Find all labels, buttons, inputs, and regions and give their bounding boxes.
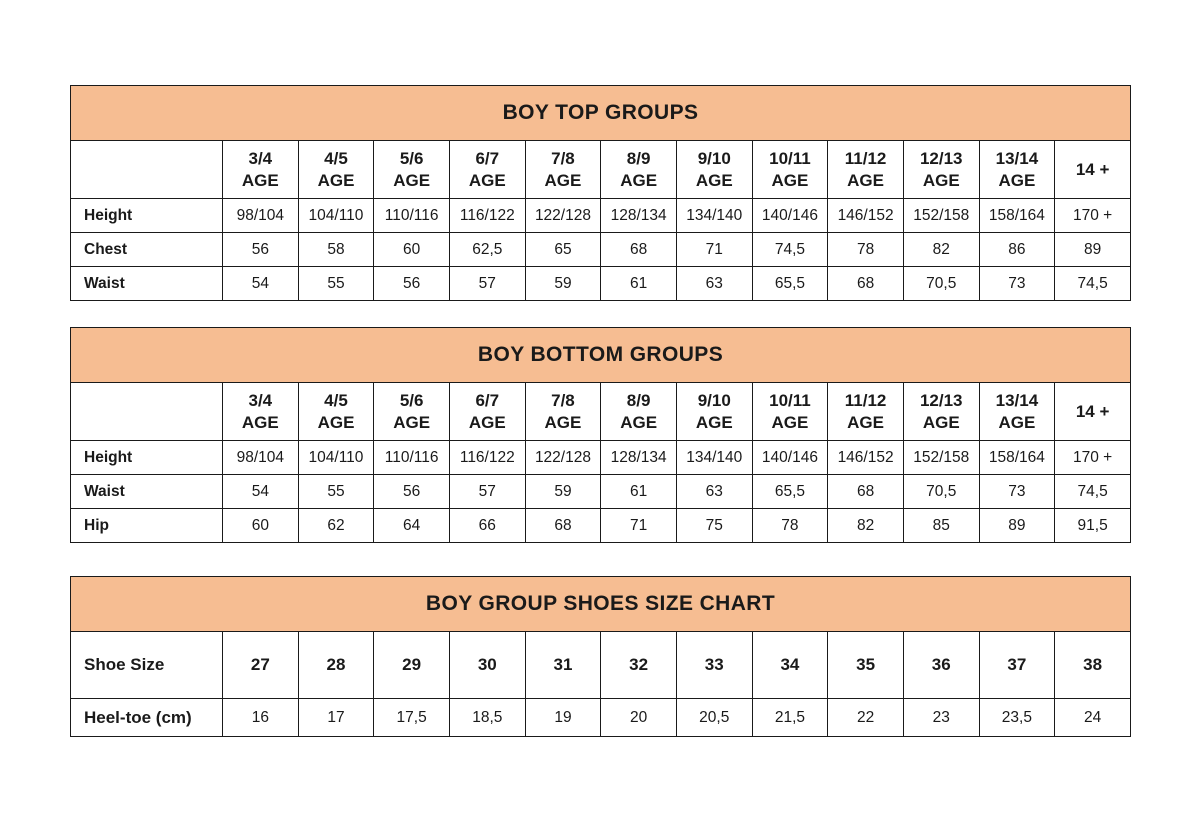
data-cell: 116/122 xyxy=(449,441,525,475)
data-cell: 89 xyxy=(1055,233,1131,267)
data-cell: 170 + xyxy=(1055,199,1131,233)
age-value: 12/13 xyxy=(919,149,963,169)
data-cell: 73 xyxy=(979,475,1055,509)
data-cell: 56 xyxy=(374,267,450,301)
age-header-cell xyxy=(298,141,374,199)
age-suffix-label: AGE xyxy=(695,170,733,190)
data-cell: 60 xyxy=(374,233,450,267)
data-cell: 78 xyxy=(828,233,904,267)
data-cell: 23 xyxy=(903,699,979,737)
data-cell: 60 xyxy=(223,509,299,543)
data-cell: 58 xyxy=(298,233,374,267)
table-title: BOY GROUP SHOES SIZE CHART xyxy=(71,577,1131,632)
age-suffix-label: AGE xyxy=(468,170,506,190)
age-header-cell xyxy=(374,383,450,441)
age-header-cell xyxy=(223,383,299,441)
age-value: 8/9 xyxy=(626,391,651,411)
data-cell: 70,5 xyxy=(903,475,979,509)
age-header-cell xyxy=(374,141,450,199)
table-row xyxy=(71,632,1131,699)
age-suffix-label: AGE xyxy=(393,412,431,432)
age-value: 5/6 xyxy=(399,391,424,411)
data-cell: 57 xyxy=(449,475,525,509)
data-cell: 61 xyxy=(601,475,677,509)
data-cell: 34 xyxy=(752,632,828,699)
age-value: 7/8 xyxy=(551,391,575,411)
data-cell: 55 xyxy=(298,475,374,509)
data-cell: 16 xyxy=(223,699,299,737)
data-cell: 24 xyxy=(1055,699,1131,737)
data-cell: 128/134 xyxy=(601,441,677,475)
age-header-cell xyxy=(223,141,299,199)
age-value: 8/9 xyxy=(626,149,651,169)
row-label: Heel-toe (cm) xyxy=(71,699,223,737)
data-cell: 98/104 xyxy=(223,441,299,475)
data-cell: 30 xyxy=(449,632,525,699)
data-cell: 55 xyxy=(298,267,374,301)
age-header-cell xyxy=(752,383,828,441)
age-value: 11/12 xyxy=(844,391,887,411)
data-cell: 158/164 xyxy=(979,441,1055,475)
data-cell: 110/116 xyxy=(374,441,450,475)
age-header-cell: 14 + xyxy=(1055,141,1131,199)
age-suffix-label: AGE xyxy=(695,412,733,432)
age-value: 9/10 xyxy=(697,391,731,411)
age-suffix-label: AGE xyxy=(544,170,582,190)
age-value: 12/13 xyxy=(919,391,963,411)
data-cell: 104/110 xyxy=(298,441,374,475)
data-cell: 71 xyxy=(601,509,677,543)
row-label: Height xyxy=(71,441,223,475)
age-value: 5/6 xyxy=(399,149,424,169)
age-value: 7/8 xyxy=(551,149,575,169)
data-cell: 54 xyxy=(223,267,299,301)
age-header-cell xyxy=(525,141,601,199)
age-header-row xyxy=(71,383,1131,441)
age-suffix-label: AGE xyxy=(620,170,658,190)
data-cell: 140/146 xyxy=(752,199,828,233)
boy-top-groups-table xyxy=(70,85,1131,301)
data-cell: 68 xyxy=(828,267,904,301)
data-cell: 68 xyxy=(525,509,601,543)
age-value: 10/11 xyxy=(769,149,811,169)
table-title: BOY BOTTOM GROUPS xyxy=(71,328,1131,383)
age-suffix-label: AGE xyxy=(998,170,1036,190)
table-title: BOY TOP GROUPS xyxy=(71,86,1131,141)
age-suffix-label: AGE xyxy=(317,170,355,190)
data-cell: 19 xyxy=(525,699,601,737)
row-label: Chest xyxy=(71,233,223,267)
age-value: 11/12 xyxy=(844,149,887,169)
row-label: Waist xyxy=(71,475,223,509)
data-cell: 56 xyxy=(223,233,299,267)
age-header-cell xyxy=(525,383,601,441)
age-suffix-label: AGE xyxy=(317,412,355,432)
data-cell: 78 xyxy=(752,509,828,543)
data-cell: 56 xyxy=(374,475,450,509)
age-suffix-label: AGE xyxy=(998,412,1036,432)
data-cell: 20 xyxy=(601,699,677,737)
age-suffix-label: AGE xyxy=(393,170,431,190)
data-cell: 86 xyxy=(979,233,1055,267)
data-cell: 68 xyxy=(601,233,677,267)
data-cell: 73 xyxy=(979,267,1055,301)
data-cell: 32 xyxy=(601,632,677,699)
data-cell: 63 xyxy=(676,267,752,301)
age-value: 13/14 xyxy=(995,149,1039,169)
data-cell: 62 xyxy=(298,509,374,543)
age-value: 6/7 xyxy=(475,391,500,411)
age-suffix-label: AGE xyxy=(241,170,279,190)
age-header-cell xyxy=(828,141,904,199)
data-cell: 134/140 xyxy=(676,441,752,475)
data-cell: 152/158 xyxy=(903,441,979,475)
age-header-cell xyxy=(979,383,1055,441)
data-cell: 170 + xyxy=(1055,441,1131,475)
age-value: 9/10 xyxy=(697,149,731,169)
data-cell: 91,5 xyxy=(1055,509,1131,543)
table-row xyxy=(71,441,1131,475)
age-header-cell xyxy=(903,383,979,441)
age-header-cell xyxy=(979,141,1055,199)
data-cell: 23,5 xyxy=(979,699,1055,737)
empty-corner-cell xyxy=(71,383,223,441)
data-cell: 18,5 xyxy=(449,699,525,737)
table-row xyxy=(71,233,1131,267)
boy-shoes-size-table xyxy=(70,576,1131,737)
data-cell: 70,5 xyxy=(903,267,979,301)
data-cell: 89 xyxy=(979,509,1055,543)
age-suffix-label: AGE xyxy=(620,412,658,432)
table-title-row xyxy=(71,86,1131,141)
age-suffix-label: AGE xyxy=(544,412,582,432)
age-suffix-label: AGE xyxy=(922,170,960,190)
age-header-cell xyxy=(449,141,525,199)
age-header-cell xyxy=(449,383,525,441)
table-row xyxy=(71,475,1131,509)
age-suffix-label: AGE xyxy=(847,412,884,432)
age-header-cell xyxy=(601,383,677,441)
data-cell: 22 xyxy=(828,699,904,737)
data-cell: 36 xyxy=(903,632,979,699)
data-cell: 59 xyxy=(525,267,601,301)
data-cell: 140/146 xyxy=(752,441,828,475)
age-suffix-label: AGE xyxy=(468,412,506,432)
data-cell: 74,5 xyxy=(1055,475,1131,509)
empty-corner-cell xyxy=(71,141,223,199)
data-cell: 20,5 xyxy=(676,699,752,737)
data-cell: 64 xyxy=(374,509,450,543)
data-cell: 63 xyxy=(676,475,752,509)
data-cell: 110/116 xyxy=(374,199,450,233)
age-header-cell xyxy=(903,141,979,199)
table-title-row xyxy=(71,577,1131,632)
data-cell: 82 xyxy=(903,233,979,267)
age-header-row xyxy=(71,141,1131,199)
data-cell: 57 xyxy=(449,267,525,301)
data-cell: 65,5 xyxy=(752,267,828,301)
age-value: 4/5 xyxy=(324,391,348,411)
table-row xyxy=(71,509,1131,543)
age-header-cell: 14 + xyxy=(1055,383,1131,441)
data-cell: 104/110 xyxy=(298,199,374,233)
data-cell: 62,5 xyxy=(449,233,525,267)
age-value: 3/4 xyxy=(248,149,273,169)
data-cell: 82 xyxy=(828,509,904,543)
data-cell: 29 xyxy=(374,632,450,699)
data-cell: 54 xyxy=(223,475,299,509)
data-cell: 17 xyxy=(298,699,374,737)
row-label: Height xyxy=(71,199,223,233)
age-header-cell xyxy=(676,141,752,199)
table-title-row xyxy=(71,328,1131,383)
data-cell: 37 xyxy=(979,632,1055,699)
data-cell: 146/152 xyxy=(828,441,904,475)
age-value: 13/14 xyxy=(995,391,1039,411)
data-cell: 21,5 xyxy=(752,699,828,737)
data-cell: 116/122 xyxy=(449,199,525,233)
age-suffix-label: AGE xyxy=(241,412,279,432)
data-cell: 158/164 xyxy=(979,199,1055,233)
data-cell: 59 xyxy=(525,475,601,509)
data-cell: 68 xyxy=(828,475,904,509)
boy-bottom-groups-table xyxy=(70,327,1131,543)
data-cell: 128/134 xyxy=(601,199,677,233)
age-suffix-label: AGE xyxy=(771,170,809,190)
age-suffix-label: AGE xyxy=(922,412,960,432)
data-cell: 28 xyxy=(298,632,374,699)
data-cell: 33 xyxy=(676,632,752,699)
age-value: 4/5 xyxy=(324,149,348,169)
age-value: 6/7 xyxy=(475,149,500,169)
table-row xyxy=(71,199,1131,233)
row-label: Waist xyxy=(71,267,223,301)
age-suffix-label: AGE xyxy=(847,170,884,190)
age-value: 10/11 xyxy=(769,391,811,411)
data-cell: 35 xyxy=(828,632,904,699)
data-cell: 65 xyxy=(525,233,601,267)
data-cell: 98/104 xyxy=(223,199,299,233)
data-cell: 38 xyxy=(1055,632,1131,699)
table-row xyxy=(71,699,1131,737)
row-label: Shoe Size xyxy=(71,632,223,699)
data-cell: 74,5 xyxy=(1055,267,1131,301)
data-cell: 65,5 xyxy=(752,475,828,509)
table-row xyxy=(71,267,1131,301)
age-header-cell xyxy=(752,141,828,199)
age-header-cell xyxy=(676,383,752,441)
data-cell: 122/128 xyxy=(525,441,601,475)
data-cell: 134/140 xyxy=(676,199,752,233)
age-header-cell xyxy=(828,383,904,441)
data-cell: 66 xyxy=(449,509,525,543)
age-header-cell xyxy=(298,383,374,441)
data-cell: 122/128 xyxy=(525,199,601,233)
data-cell: 71 xyxy=(676,233,752,267)
data-cell: 61 xyxy=(601,267,677,301)
data-cell: 85 xyxy=(903,509,979,543)
data-cell: 31 xyxy=(525,632,601,699)
age-suffix-label: AGE xyxy=(771,412,809,432)
age-header-cell xyxy=(601,141,677,199)
data-cell: 74,5 xyxy=(752,233,828,267)
row-label: Hip xyxy=(71,509,223,543)
data-cell: 27 xyxy=(223,632,299,699)
data-cell: 75 xyxy=(676,509,752,543)
data-cell: 152/158 xyxy=(903,199,979,233)
data-cell: 146/152 xyxy=(828,199,904,233)
data-cell: 17,5 xyxy=(374,699,450,737)
age-value: 3/4 xyxy=(248,391,273,411)
